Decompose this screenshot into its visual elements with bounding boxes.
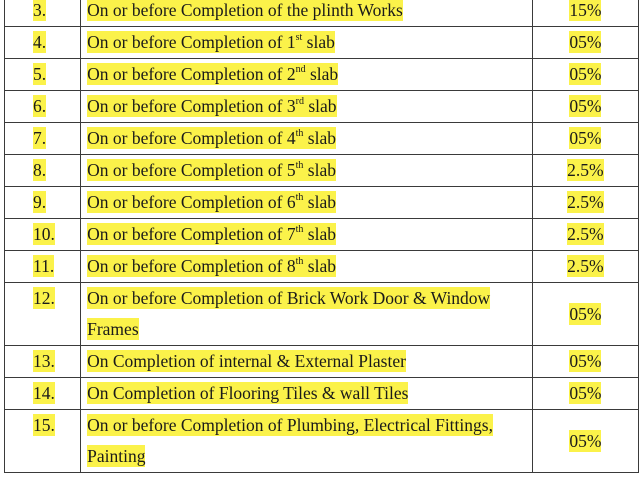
installment-percentage: 05% — [569, 64, 602, 84]
table-row — [5, 187, 639, 219]
stage-description — [87, 255, 336, 277]
ordinal-number: 8 — [286, 256, 296, 276]
stage-description — [87, 191, 336, 213]
description-cell — [81, 283, 533, 346]
description-suffix: slab — [303, 256, 336, 276]
description-suffix: slab — [303, 96, 337, 116]
row-number-cell — [5, 410, 81, 473]
table-row — [5, 410, 639, 473]
percentage-cell — [532, 346, 638, 378]
description-suffix: slab — [303, 192, 336, 212]
installment-percentage: 2.5% — [567, 224, 604, 244]
percentage-cell — [532, 0, 638, 27]
stage-description — [87, 159, 336, 181]
description-cell — [81, 0, 533, 27]
description-text: On or before Completion of — [87, 32, 287, 52]
installment-percentage: 05% — [569, 430, 602, 451]
row-number-cell — [5, 283, 81, 346]
row-number: 8. — [33, 160, 47, 180]
installment-percentage: 2.5% — [567, 160, 604, 180]
installment-percentage: 05% — [569, 128, 602, 148]
table-row — [5, 27, 639, 59]
description-cell — [81, 378, 533, 410]
row-number: 3. — [33, 0, 47, 20]
description-text: On or before Completion of — [87, 96, 287, 116]
row-number: 9. — [33, 192, 47, 212]
table-row — [5, 346, 639, 378]
description-text: On or before Completion of — [87, 224, 287, 244]
ordinal-suffix: th — [295, 224, 304, 236]
row-number-cell — [5, 346, 81, 378]
ordinal-number: 7 — [286, 224, 296, 244]
stage-description — [87, 31, 335, 53]
description-text: On or before Completion of — [87, 160, 287, 180]
installment-percentage: 2.5% — [567, 256, 604, 276]
row-number-cell — [5, 91, 81, 123]
ordinal-suffix: rd — [295, 96, 304, 108]
description-cell — [81, 251, 533, 283]
ordinal-suffix: th — [295, 160, 304, 172]
row-number: 13. — [33, 351, 55, 371]
row-number-cell — [5, 251, 81, 283]
stage-description — [87, 127, 336, 149]
description-cell — [81, 27, 533, 59]
row-number: 15. — [33, 415, 55, 435]
installment-percentage: 05% — [569, 383, 602, 403]
stage-description: On Completion of Flooring Tiles & wall Tiles — [87, 383, 409, 403]
installment-percentage: 05% — [569, 32, 602, 52]
table-row — [5, 0, 639, 27]
row-number: 14. — [33, 383, 55, 403]
description-cell — [81, 91, 533, 123]
row-number: 4. — [33, 32, 47, 52]
description-suffix: slab — [305, 64, 339, 84]
ordinal-suffix: th — [295, 128, 304, 140]
ordinal-number: 5 — [286, 160, 296, 180]
installment-percentage: 05% — [569, 303, 602, 324]
ordinal-number: 2 — [286, 64, 296, 84]
table-row — [5, 219, 639, 251]
table-row — [5, 378, 639, 410]
row-number-cell — [5, 219, 81, 251]
description-cell — [81, 346, 533, 378]
description-suffix: slab — [303, 160, 336, 180]
description-cell — [81, 155, 533, 187]
row-number-cell — [5, 123, 81, 155]
description-text: On or before Completion of — [87, 192, 287, 212]
stage-description: On or before Completion of the plinth Works — [87, 0, 403, 20]
description-text: On or before Completion of — [87, 128, 287, 148]
row-number-cell — [5, 27, 81, 59]
percentage-cell — [532, 219, 638, 251]
row-number: 6. — [33, 96, 47, 116]
table-row — [5, 283, 639, 346]
row-number-cell — [5, 187, 81, 219]
percentage-cell — [532, 59, 638, 91]
installment-percentage: 05% — [569, 96, 602, 116]
description-cell — [81, 59, 533, 91]
ordinal-number: 1 — [286, 32, 296, 52]
percentage-cell — [532, 410, 638, 473]
stage-description — [87, 63, 338, 85]
row-number: 7. — [33, 128, 47, 148]
table-row — [5, 123, 639, 155]
ordinal-suffix: nd — [295, 64, 306, 76]
ordinal-suffix: st — [295, 32, 303, 44]
percentage-cell — [532, 27, 638, 59]
table-row — [5, 155, 639, 187]
installment-percentage: 15% — [569, 0, 602, 20]
description-cell — [81, 187, 533, 219]
table-row — [5, 91, 639, 123]
percentage-cell — [532, 91, 638, 123]
ordinal-suffix: th — [295, 256, 304, 268]
installment-percentage: 2.5% — [567, 192, 604, 212]
percentage-cell — [532, 123, 638, 155]
payment-schedule-table — [4, 0, 639, 473]
table-row — [5, 251, 639, 283]
description-cell — [81, 410, 533, 473]
table-row — [5, 59, 639, 91]
stage-description — [87, 223, 336, 245]
description-suffix: slab — [302, 32, 335, 52]
description-text: On or before Completion of — [87, 256, 287, 276]
percentage-cell — [532, 378, 638, 410]
description-cell — [81, 123, 533, 155]
stage-description: On or before Completion of Brick Work Door & Window Frames — [87, 288, 491, 339]
stage-description: On or before Completion of Plumbing, Electrical Fittings, Painting — [87, 415, 493, 466]
installment-percentage: 05% — [569, 351, 602, 371]
row-number-cell — [5, 155, 81, 187]
description-suffix: slab — [303, 224, 336, 244]
description-text: On or before Completion of — [87, 64, 287, 84]
row-number-cell — [5, 378, 81, 410]
row-number: 10. — [33, 224, 55, 244]
percentage-cell — [532, 283, 638, 346]
description-suffix: slab — [303, 128, 336, 148]
ordinal-number: 3 — [286, 96, 296, 116]
row-number-cell — [5, 0, 81, 27]
percentage-cell — [532, 187, 638, 219]
percentage-cell — [532, 155, 638, 187]
row-number: 5. — [33, 64, 47, 84]
stage-description — [87, 95, 336, 117]
ordinal-number: 6 — [286, 192, 296, 212]
row-number: 12. — [33, 288, 55, 308]
ordinal-suffix: th — [295, 192, 304, 204]
stage-description: On Completion of internal & External Plaster — [87, 351, 406, 371]
row-number-cell — [5, 59, 81, 91]
ordinal-number: 4 — [286, 128, 296, 148]
description-cell — [81, 219, 533, 251]
row-number: 11. — [33, 256, 55, 276]
percentage-cell — [532, 251, 638, 283]
